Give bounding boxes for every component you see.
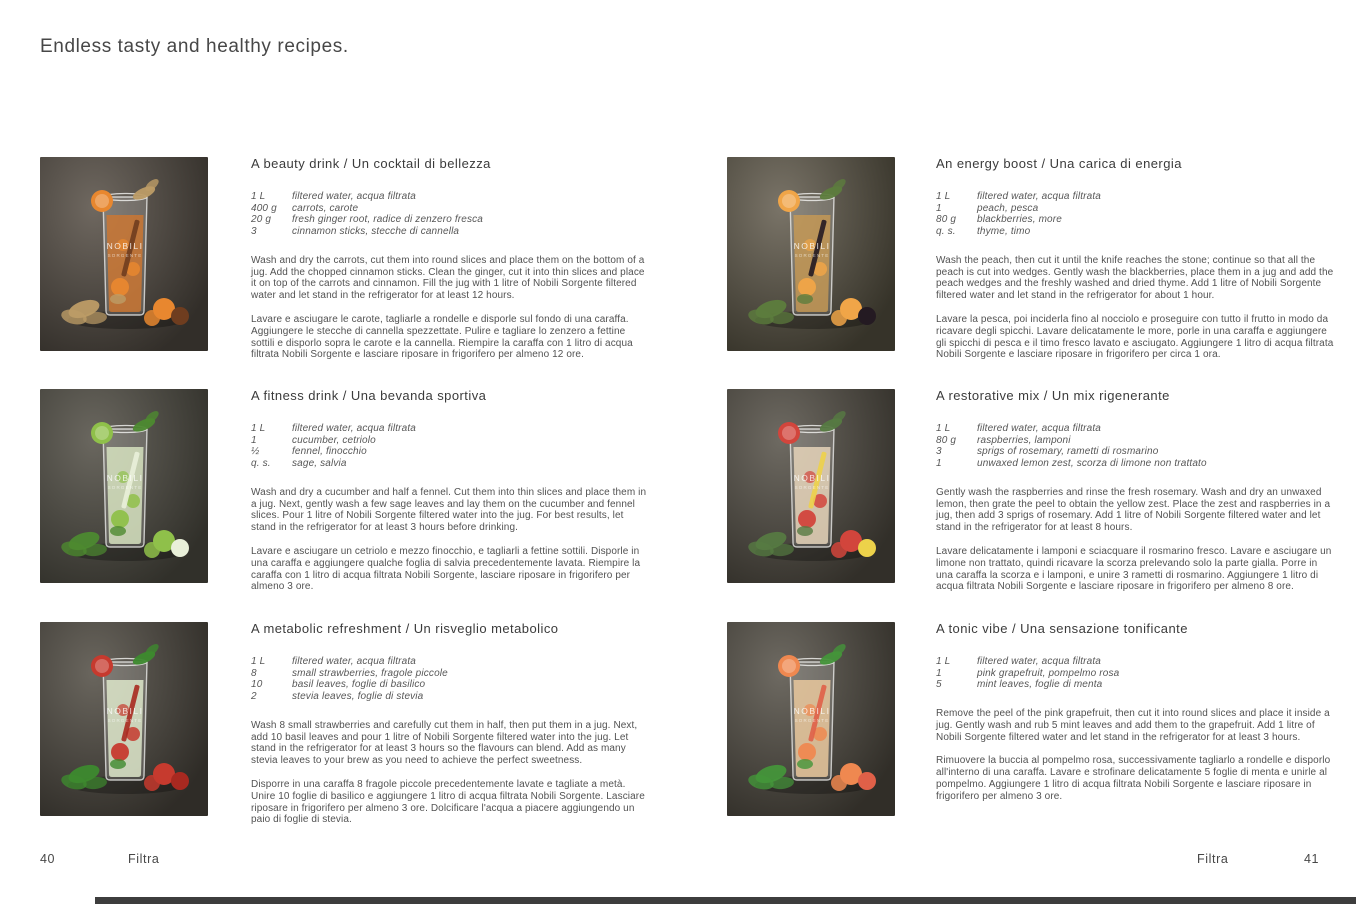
instructions-english: Wash and dry the carrots, cut them into round slices and place them on the bottom of a jug. Add the chopped cinnamon sticks. Clean the ginger, cut it into thin slices and place it on top of the carrots and cinnamon. Fill the jug with 1 litre of Nobili Sorgente filtered water and let stand in the refrigerator for at least 12 hours. [251, 254, 645, 302]
next-page-edge [95, 897, 1356, 904]
cucumber-fennel-sage-drink-photo [40, 389, 208, 583]
page-title: Endless tasty and healthy recipes. [40, 36, 349, 57]
ingredient-list [936, 423, 1336, 470]
drink-photo-illustration [727, 389, 895, 583]
ingredient-name: blackberries, more [977, 214, 1062, 226]
instructions-italian: Rimuovere la buccia al pompelmo rosa, successivamente tagliarlo a rondelle e disporlo all'interno di una caraffa. Lavare e strofinare delicatamente 5 foglie di menta e unirle al pompelmo. Aggiungere 1 litro di acqua filtrata Nobili Sorgente e lasciare riposare in frigorifero per almeno 3 ore. [936, 755, 1331, 802]
ingredient-row [251, 656, 651, 668]
ingredient-row [936, 679, 1336, 691]
ingredient-qty: 1 L [251, 190, 266, 202]
brand-watermark-line1: NOBILI [106, 241, 144, 251]
recipe-title: A fitness drink / Una bevanda sportiva [251, 388, 487, 403]
ingredient-qty: 1 L [936, 190, 951, 202]
instructions-italian: Disporre in una caraffa 8 fragole piccole precedentemente lavate e tagliate a metà. Unire 10 foglie di basilico e aggiungere 1 litro di acqua filtrata Nobili Sorgente. Lasciare riposare in frigorifero per almeno 3 ore. Dolcificare l'acqua a piacere aggiungendo un paio di foglie di stevia. [251, 778, 645, 826]
instructions-italian: Lavare la pesca, poi inciderla fino al nocciolo e proseguire con tutto il frutto in modo da ricavare degli spicchi. Lavare delicatamente le more, porle in una caraffa e aggiungere gli spicchi di pesca e il timo fresco lavato e asciugato. Aggiungere 1 litro di acqua filtrata Nobili Sorgente e lasciare riposare in frigorifero per circa 1 ora. [936, 313, 1334, 361]
ingredient-name: filtered water, acqua filtrata [977, 655, 1102, 667]
section-label-right: Filtra [1197, 852, 1229, 866]
instructions-english: Wash 8 small strawberries and carefully cut them in half, then put them in a jug. Next, add 10 basil leaves and pour 1 litre of Nobili Sorgente filtered water into the jug. Let stand in the refrigerator for at least 3 hours so the flavours can blend. Add as many stevia leaves to your brew as you need to achieve the perfect sweetness. [251, 719, 638, 767]
page-number-left: 40 [40, 852, 56, 866]
ingredient-name: fennel, finocchio [292, 446, 367, 458]
drink-photo-illustration [727, 622, 895, 816]
brand-watermark-line2: SORGENTE [794, 485, 830, 490]
ingredient-name: sage, salvia [292, 458, 347, 470]
ingredient-qty: 2 [251, 691, 257, 703]
ingredient-name: filtered water, acqua filtrata [977, 422, 1102, 434]
recipe-card-energy-boost [727, 157, 1336, 361]
ingredient-qty: 10 [251, 679, 263, 691]
recipe-card-beauty-drink [40, 157, 651, 361]
section-label-left: Filtra [128, 852, 160, 866]
ingredient-qty: 1 L [251, 655, 266, 667]
drink-photo-illustration [40, 622, 208, 816]
instructions-english: Wash and dry a cucumber and half a fennel. Cut them into thin slices and place them in a jug. Next, gently wash a few sage leaves and lay them on the cucumber and fennel slices. Pour 1 litre of Nobili Sorgente filtered water into the jug. For best results, let stand in the refrigerator for at least 3 hours before drinking. [251, 486, 647, 534]
ingredient-row [936, 226, 1336, 238]
ingredient-row [251, 691, 651, 703]
recipe-title: A restorative mix / Un mix rigenerante [936, 388, 1170, 403]
brand-watermark-line2: SORGENTE [794, 253, 830, 258]
raspberry-rosemary-lemon-drink-photo [727, 389, 895, 583]
brand-watermark-line2: SORGENTE [107, 253, 143, 258]
ingredient-name: stevia leaves, foglie di stevia [292, 691, 424, 703]
recipe-title: A beauty drink / Un cocktail di bellezza [251, 156, 491, 171]
ingredient-row [251, 458, 651, 470]
ingredient-row [251, 214, 651, 226]
grapefruit-mint-drink-photo [727, 622, 895, 816]
instructions-english: Gently wash the raspberries and rinse the fresh rosemary. Wash and dry an unwaxed lemon, then grate the peel to obtain the yellow zest. Place the zest and raspberries in a jug, then add 3 sprigs of rosemary. Add 1 litre of Nobili Sorgente filtered water and let stand in the refrigerator for at least 8 hours. [936, 486, 1331, 534]
drink-photo-illustration [40, 157, 208, 351]
brand-watermark-line2: SORGENTE [107, 718, 143, 723]
instructions-italian: Lavare delicatamente i lamponi e sciacquare il rosmarino fresco. Lavare e asciugare un limone non trattato, quindi ricavare la scorza prelevando solo la parte gialla. Porre in una caraffa la scorza e i lamponi, e unire 3 rametti di rosmarino. Aggiungere 1 litro di acqua filtrata Nobili Sorgente e lasciare riposare in frigorifero per almeno 8 ore. [936, 545, 1332, 593]
ingredient-list [251, 656, 651, 703]
ingredient-name: filtered water, acqua filtrata [977, 190, 1102, 202]
ingredient-qty: 3 [251, 226, 257, 238]
ingredient-name: sprigs of rosemary, rametti di rosmarino [977, 446, 1159, 458]
ingredient-name: mint leaves, foglie di menta [977, 679, 1103, 691]
recipe-card-tonic-vibe [727, 622, 1336, 816]
ingredient-qty: q. s. [251, 458, 271, 470]
ingredient-name: basil leaves, foglie di basilico [292, 679, 426, 691]
ingredient-name: filtered water, acqua filtrata [292, 655, 417, 667]
ingredient-row [936, 656, 1336, 668]
ingredient-row [251, 668, 651, 680]
instructions-italian: Lavare e asciugare un cetriolo e mezzo finocchio, e tagliarli a fettine sottili. Disporle in una caraffa e aggiungere qualche foglia di salvia precedentemente lavata. Riempire la caraffa con 1 litro di acqua filtrata Nobili Sorgente, lasciare riposare in frigorifero per almeno 3 ore. [251, 545, 641, 593]
ingredient-qty: 1 L [251, 422, 266, 434]
ingredient-qty: 1 L [936, 655, 951, 667]
ingredient-qty: 1 L [936, 422, 951, 434]
drink-photo-illustration [727, 157, 895, 351]
brand-watermark-line1: NOBILI [106, 706, 144, 716]
ingredient-list [936, 656, 1336, 691]
ingredient-row [251, 191, 651, 203]
ingredient-row [936, 446, 1336, 458]
brand-watermark-line1: NOBILI [106, 473, 144, 483]
ingredient-row [936, 203, 1336, 215]
ingredient-name: filtered water, acqua filtrata [292, 190, 417, 202]
peach-blackberry-thyme-drink-photo [727, 157, 895, 351]
recipe-card-metabolic-refreshment [40, 622, 651, 826]
ingredient-qty: 3 [936, 446, 942, 458]
ingredient-list [251, 423, 651, 470]
strawberry-basil-drink-photo [40, 622, 208, 816]
brand-watermark-line1: NOBILI [793, 706, 831, 716]
recipe-card-restorative-mix [727, 389, 1336, 593]
instructions-english: Wash the peach, then cut it until the knife reaches the stone; continue so that all the peach is cut into wedges. Gently wash the blackberries, place them in a jug and add the peach wedges and the freshly washed and dried thyme. Add 1 litre of Nobili Sorgente filtered water and let stand in the refrigerator for about 1 hour. [936, 254, 1334, 302]
brand-watermark-line2: SORGENTE [107, 485, 143, 490]
recipe-title: A tonic vibe / Una sensazione tonificante [936, 621, 1188, 636]
ingredient-row [251, 446, 651, 458]
ingredient-row [936, 458, 1336, 470]
ingredient-name: pink grapefruit, pompelmo rosa [977, 667, 1120, 679]
page-number-right: 41 [1304, 852, 1320, 866]
ingredient-row [251, 435, 651, 447]
carrot-ginger-cinnamon-drink-photo [40, 157, 208, 351]
ingredient-qty: 1 [936, 667, 942, 679]
ingredient-name: raspberries, lamponi [977, 434, 1071, 446]
ingredient-list [251, 191, 651, 238]
ingredient-qty: 80 g [936, 434, 957, 446]
brand-watermark-line1: NOBILI [793, 473, 831, 483]
ingredient-name: peach, pesca [977, 202, 1039, 214]
ingredient-qty: ½ [251, 446, 260, 458]
brand-watermark-line2: SORGENTE [794, 718, 830, 723]
recipe-title: A metabolic refreshment / Un risveglio metabolico [251, 621, 559, 636]
ingredient-name: carrots, carote [292, 202, 359, 214]
ingredient-qty: 80 g [936, 214, 957, 226]
ingredient-qty: q. s. [936, 226, 956, 238]
ingredient-qty: 1 [251, 434, 257, 446]
ingredient-row [251, 226, 651, 238]
drink-photo-illustration [40, 389, 208, 583]
ingredient-qty: 20 g [251, 214, 272, 226]
ingredient-row [936, 423, 1336, 435]
ingredient-qty: 400 g [251, 202, 277, 214]
ingredient-row [251, 679, 651, 691]
brand-watermark-line1: NOBILI [793, 241, 831, 251]
ingredient-row [251, 203, 651, 215]
ingredient-qty: 5 [936, 679, 942, 691]
ingredient-qty: 1 [936, 458, 942, 470]
ingredient-row [251, 423, 651, 435]
ingredient-name: fresh ginger root, radice di zenzero fresca [292, 214, 483, 226]
ingredient-list [936, 191, 1336, 238]
ingredient-row [936, 191, 1336, 203]
recipe-card-fitness-drink [40, 389, 651, 593]
instructions-english: Remove the peel of the pink grapefruit, then cut it into round slices and place it inside a jug. Gently wash and rub 5 mint leaves and add them to the grapefruit. Add 1 litre of Nobili Sorgente filtered water and let stand in the refrigerator for at least 3 hours. [936, 708, 1330, 743]
ingredient-row [936, 435, 1336, 447]
ingredient-row [936, 668, 1336, 680]
ingredient-name: cucumber, cetriolo [292, 434, 376, 446]
ingredient-name: thyme, timo [977, 226, 1031, 238]
ingredient-qty: 1 [936, 202, 942, 214]
ingredient-name: unwaxed lemon zest, scorza di limone non trattato [977, 458, 1207, 470]
ingredient-row [936, 214, 1336, 226]
ingredient-name: small strawberries, fragole piccole [292, 667, 448, 679]
ingredient-name: filtered water, acqua filtrata [292, 422, 417, 434]
instructions-italian: Lavare e asciugare le carote, tagliarle a rondelle e disporle sul fondo di una caraffa. Aggiungere le stecche di cannella spezzettate. Pulire e tagliare lo zenzero a fettine sottili e disporlo sopra le carote e la cannella. Riempire la caraffa con 1 litro di acqua filtrata Nobili Sorgente e lasciare riposare in frigorifero per almeno 12 ore. [251, 313, 633, 361]
ingredient-name: cinnamon sticks, stecche di cannella [292, 226, 460, 238]
ingredient-qty: 8 [251, 667, 257, 679]
recipe-title: An energy boost / Una carica di energia [936, 156, 1182, 171]
